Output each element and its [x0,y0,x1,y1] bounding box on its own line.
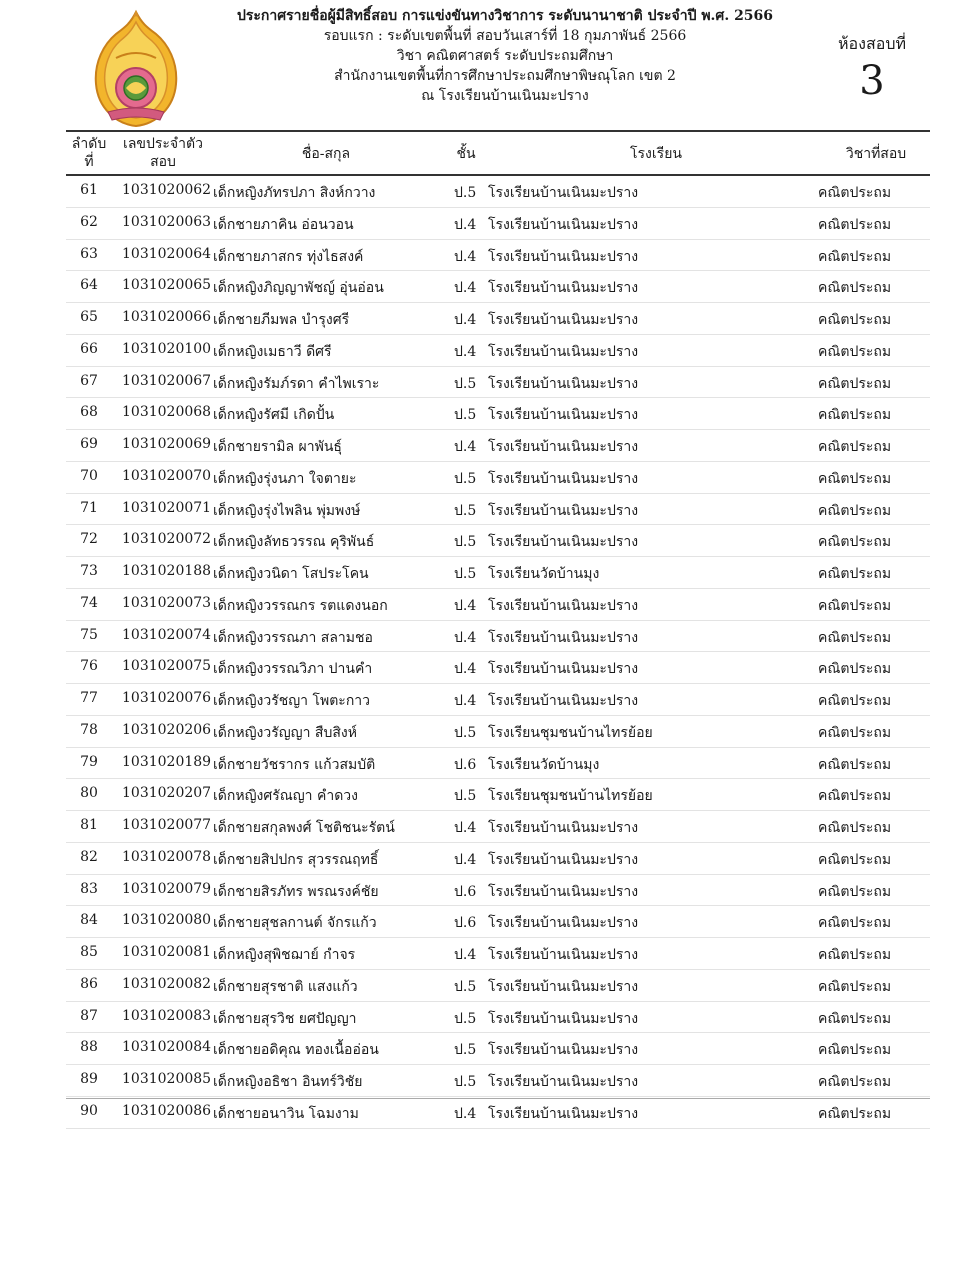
row-number: 66 [80,340,98,357]
exam-id: 1031020078 [122,848,212,865]
student-name: เด็กชายสุรวิช ยศปัญญา [213,1010,357,1027]
row-number: 67 [80,372,98,389]
exam-id: 1031020073 [122,594,212,611]
exam-subject: คณิตประถม [818,1074,892,1090]
header-id-line1: เลขประจำตัว [123,136,203,152]
exam-id: 1031020072 [122,531,212,548]
exam-subject: คณิตประถม [818,1042,892,1059]
grade-level: ป.4 [454,280,477,297]
exam-subject: คณิตประถม [818,597,892,614]
exam-room-label: ห้องสอบที่ [837,34,907,53]
table-row [66,398,930,430]
student-name: เด็กชายรามิล ผาพันธุ์ [213,439,342,455]
exam-id: 1031020082 [122,975,212,992]
row-number: 77 [80,690,98,706]
school-name: โรงเรียนบ้านเนินมะปราง [488,1105,639,1122]
table-row [66,240,930,272]
office-info: สำนักงานเขตพื้นที่การศึกษาประถมศึกษาพิษณุโลก เขต 2 [334,68,676,84]
exam-id: 1031020080 [122,912,212,929]
row-number: 62 [80,213,98,230]
school-name: โรงเรียนบ้านเนินมะปราง [488,851,639,868]
table-row [66,906,930,938]
table-row [66,208,930,240]
grade-level: ป.4 [454,1105,477,1122]
exam-subject: คณิตประถม [818,312,892,328]
table-row [66,652,930,684]
grade-level: ป.4 [454,661,477,678]
row-number: 80 [80,785,98,802]
exam-id: 1031020062 [122,182,212,198]
table-row [66,557,930,589]
school-name: โรงเรียนบ้านเนินมะปราง [488,502,639,519]
grade-level: ป.6 [454,915,477,932]
student-name: เด็กชายอนาวิน โฉมงาม [213,1105,359,1122]
row-number: 63 [80,245,98,262]
school-name: โรงเรียนบ้านเนินมะปราง [488,947,639,963]
row-number: 81 [80,817,98,833]
student-name: เด็กชายภีมพล บำรุงศรี [213,312,350,328]
row-number: 75 [80,626,98,643]
grade-level: ป.5 [454,788,477,805]
candidate-table-body [66,176,930,1129]
grade-level: ป.4 [454,693,477,709]
row-number: 78 [80,721,98,738]
exam-subject: คณิตประถม [818,502,892,519]
school-name: โรงเรียนบ้านเนินมะปราง [488,439,639,455]
table-row [66,335,930,367]
table-row [66,462,930,494]
table-row [66,303,930,335]
header-school: โรงเรียน [630,146,682,162]
grade-level: ป.5 [454,566,477,582]
row-number: 79 [80,753,98,770]
student-name: เด็กชายสุชลกานต์ จักรแก้ว [213,915,377,932]
table-row [66,1097,930,1129]
school-name: โรงเรียนบ้านเนินมะปราง [488,375,639,392]
row-number: 65 [80,309,98,325]
student-name: เด็กหญิงรุ่งไพลิน พุ่มพงษ์ [213,502,361,519]
exam-id: 1031020086 [122,1102,212,1119]
school-name: โรงเรียนบ้านเนินมะปราง [488,470,639,487]
school-name: โรงเรียนบ้านเนินมะปราง [488,883,639,900]
grade-level: ป.5 [454,1074,477,1090]
row-number: 73 [80,563,98,579]
school-name: โรงเรียนบ้านเนินมะปราง [488,693,639,709]
exam-subject: คณิตประถม [818,185,892,201]
announcement-title: ประกาศรายชื่อผู้มีสิทธิ์สอบ การแข่งขันทางวิชาการ ระดับนานาชาติ ประจำปี พ.ศ. 2566 [236,8,774,24]
table-row [66,430,930,462]
row-number: 71 [80,499,98,516]
venue-info: ณ โรงเรียนบ้านเนินมะปราง [421,88,589,104]
exam-id: 1031020079 [122,880,212,897]
row-number: 88 [80,1039,98,1056]
obec-emblem-logo [86,8,186,130]
grade-level: ป.4 [454,629,477,646]
exam-subject: คณิตประถม [818,756,892,773]
exam-subject: คณิตประถม [818,947,892,963]
student-name: เด็กชายสิรภัทร พรณรงค์ชัย [213,883,379,900]
student-name: เด็กหญิงอธิชา อินทร์วิชัย [213,1074,363,1090]
row-number: 83 [80,880,98,897]
grade-level: ป.5 [454,185,477,201]
exam-room-number: 3 [859,58,885,104]
exam-subject: คณิตประถม [818,343,892,360]
table-row [66,1002,930,1034]
school-name: โรงเรียนวัดบ้านมุง [488,566,600,582]
header-no-line1: ลำดับ [71,136,107,152]
school-name: โรงเรียนวัดบ้านมุง [488,756,600,773]
school-name: โรงเรียนบ้านเนินมะปราง [488,597,639,614]
student-name: เด็กหญิงวรรณภา สลามชอ [213,629,373,646]
header-id-line2: สอบ [150,154,176,170]
exam-subject: คณิตประถม [818,788,892,805]
row-number: 90 [80,1102,98,1119]
student-name: เด็กหญิงรัศมี เกิดปั้น [213,407,335,424]
exam-subject: คณิตประถม [818,375,892,392]
exam-id: 1031020069 [122,436,212,452]
school-name: โรงเรียนชุมชนบ้านไทรย้อย [488,724,653,741]
exam-subject: คณิตประถม [818,534,892,551]
grade-level: ป.6 [454,756,477,773]
row-number: 64 [80,277,98,294]
table-row [66,271,930,303]
row-number: 85 [80,944,98,960]
grade-level: ป.5 [454,978,477,995]
exam-subject: คณิตประถม [818,820,892,836]
student-name: เด็กหญิงเมธาวี ดีศรี [213,343,332,360]
table-row [66,1065,930,1097]
row-number: 87 [80,1007,98,1024]
exam-id: 1031020085 [122,1071,212,1087]
exam-id: 1031020206 [122,721,212,738]
table-header [66,133,930,173]
row-number: 68 [80,404,98,421]
student-name: เด็กหญิงภิญญาพัชญ์ อุ่นอ่อน [213,280,384,297]
exam-id: 1031020064 [122,245,212,262]
exam-subject: คณิตประถม [818,629,892,646]
school-name: โรงเรียนบ้านเนินมะปราง [488,312,639,328]
grade-level: ป.4 [454,216,477,233]
grade-level: ป.5 [454,534,477,551]
student-name: เด็กหญิงวรรณวิภา ปานคำ [213,661,373,678]
exam-id: 1031020188 [122,563,212,579]
student-name: เด็กหญิงรุ่งนภา ใจตายะ [213,470,357,487]
exam-subject: คณิตประถม [818,248,892,265]
school-name: โรงเรียนบ้านเนินมะปราง [488,407,639,424]
student-name: เด็กหญิงภัทรปภา สิงห์กวาง [213,185,376,201]
student-name: เด็กหญิงรัมภ์รดา คำไพเราะ [213,375,380,392]
student-name: เด็กหญิงสุพิชฌาย์ กำจร [213,947,356,963]
grade-level: ป.4 [454,947,477,963]
table-bottom-rule [66,1098,930,1099]
exam-subject: คณิตประถม [818,851,892,868]
exam-id: 1031020084 [122,1039,212,1056]
exam-id: 1031020075 [122,658,212,675]
announcement-header [200,6,810,106]
table-row [66,748,930,780]
student-name: เด็กหญิงลัทธวรรณ คุริพันธ์ [213,534,375,551]
header-name: ชื่อ-สกุล [301,146,351,162]
exam-subject: คณิตประถม [818,407,892,424]
student-name: เด็กชายภาคิน อ่อนวอน [213,216,354,233]
table-row [66,843,930,875]
school-name: โรงเรียนบ้านเนินมะปราง [488,978,639,995]
exam-subject: คณิตประถม [818,693,892,709]
subject-info: วิชา คณิตศาสตร์ ระดับประถมศึกษา [396,48,614,64]
student-name: เด็กชายสกุลพงศ์ โชติชนะรัตน์ [213,820,395,836]
exam-subject: คณิตประถม [818,216,892,233]
row-number: 84 [80,912,98,929]
exam-room [812,32,932,105]
exam-id: 1031020067 [122,372,212,389]
exam-id: 1031020207 [122,785,212,802]
table-row [66,367,930,399]
row-number: 82 [80,848,98,865]
table-row [66,621,930,653]
grade-level: ป.4 [454,820,477,836]
grade-level: ป.4 [454,439,477,455]
school-name: โรงเรียนบ้านเนินมะปราง [488,185,639,201]
grade-level: ป.5 [454,470,477,487]
table-row [66,779,930,811]
grade-level: ป.4 [454,312,477,328]
grade-level: ป.5 [454,502,477,519]
exam-id: 1031020077 [122,817,212,833]
exam-id: 1031020189 [122,753,212,770]
table-row [66,176,930,208]
exam-id: 1031020100 [122,340,212,357]
exam-subject: คณิตประถม [818,661,892,678]
grade-level: ป.5 [454,1042,477,1059]
round-info: รอบแรก : ระดับเขตพื้นที่ สอบวันเสาร์ที่ 18 กุมภาพันธ์ 2566 [323,28,687,44]
school-name: โรงเรียนบ้านเนินมะปราง [488,343,639,360]
school-name: โรงเรียนบ้านเนินมะปราง [488,1042,639,1059]
student-name: เด็กชายภาสกร ทุ่งไธสงค์ [213,248,364,265]
exam-id: 1031020081 [122,944,212,960]
exam-id: 1031020083 [122,1007,212,1024]
row-number: 72 [80,531,98,548]
student-name: เด็กหญิงวรัญญา สืบสิงห์ [213,724,357,741]
school-name: โรงเรียนบ้านเนินมะปราง [488,248,639,265]
exam-subject: คณิตประถม [818,915,892,932]
school-name: โรงเรียนบ้านเนินมะปราง [488,629,639,646]
row-number: 70 [80,467,98,484]
exam-id: 1031020071 [122,499,212,516]
school-name: โรงเรียนบ้านเนินมะปราง [488,1074,639,1090]
grade-level: ป.4 [454,343,477,360]
table-row [66,494,930,526]
row-number: 61 [80,182,98,198]
grade-level: ป.5 [454,724,477,741]
exam-subject: คณิตประถม [818,883,892,900]
student-name: เด็กหญิงวนิดา โสประโคน [213,566,369,582]
grade-level: ป.5 [454,1010,477,1027]
row-number: 69 [80,436,98,452]
table-row [66,589,930,621]
exam-subject: คณิตประถม [818,566,892,582]
exam-id: 1031020070 [122,467,212,484]
row-number: 76 [80,658,98,675]
exam-subject: คณิตประถม [818,1105,892,1122]
grade-level: ป.5 [454,375,477,392]
header-id [116,135,210,171]
table-top-rule [66,130,930,132]
header-subject: วิชาที่สอบ [845,146,907,162]
exam-subject: คณิตประถม [818,439,892,455]
exam-subject: คณิตประถม [818,978,892,995]
table-row [66,1033,930,1065]
school-name: โรงเรียนบ้านเนินมะปราง [488,820,639,836]
row-number: 86 [80,975,98,992]
exam-id: 1031020065 [122,277,212,294]
table-row [66,811,930,843]
student-name: เด็กหญิงวรัชญา โพตะกาว [213,693,371,709]
exam-subject: คณิตประถม [818,724,892,741]
student-name: เด็กชายอดิคุณ ทองเนื้ออ่อน [213,1042,379,1059]
school-name: โรงเรียนชุมชนบ้านไทรย้อย [488,788,653,805]
table-row [66,525,930,557]
row-number: 89 [80,1071,98,1087]
table-row [66,875,930,907]
grade-level: ป.4 [454,248,477,265]
student-name: เด็กหญิงศรัณญา คำดวง [213,788,358,805]
school-name: โรงเรียนบ้านเนินมะปราง [488,1010,639,1027]
exam-id: 1031020076 [122,690,212,706]
exam-id: 1031020066 [122,309,212,325]
school-name: โรงเรียนบ้านเนินมะปราง [488,915,639,932]
school-name: โรงเรียนบ้านเนินมะปราง [488,216,639,233]
exam-subject: คณิตประถม [818,470,892,487]
exam-id: 1031020063 [122,213,212,230]
exam-subject: คณิตประถม [818,280,892,297]
student-name: เด็กชายวัชรากร แก้วสมบัติ [213,756,376,773]
exam-id: 1031020068 [122,404,212,421]
student-name: เด็กหญิงวรรณกร รตแดงนอก [213,597,388,614]
student-name: เด็กชายสิปปกร สุวรรณฤทธิ์ [213,851,379,868]
table-row [66,970,930,1002]
row-number: 74 [80,594,98,611]
header-no-line2: ที่ [84,154,94,170]
exam-subject: คณิตประถม [818,1010,892,1027]
header-no [66,135,112,171]
grade-level: ป.6 [454,883,477,900]
grade-level: ป.4 [454,851,477,868]
table-row [66,938,930,970]
school-name: โรงเรียนบ้านเนินมะปราง [488,661,639,678]
school-name: โรงเรียนบ้านเนินมะปราง [488,534,639,551]
school-name: โรงเรียนบ้านเนินมะปราง [488,280,639,297]
grade-level: ป.5 [454,407,477,424]
header-grade: ชั้น [456,146,476,162]
student-name: เด็กชายสุรชาติ แสงแก้ว [213,978,358,995]
table-row [66,684,930,716]
exam-id: 1031020074 [122,626,212,643]
grade-level: ป.4 [454,597,477,614]
table-row [66,716,930,748]
